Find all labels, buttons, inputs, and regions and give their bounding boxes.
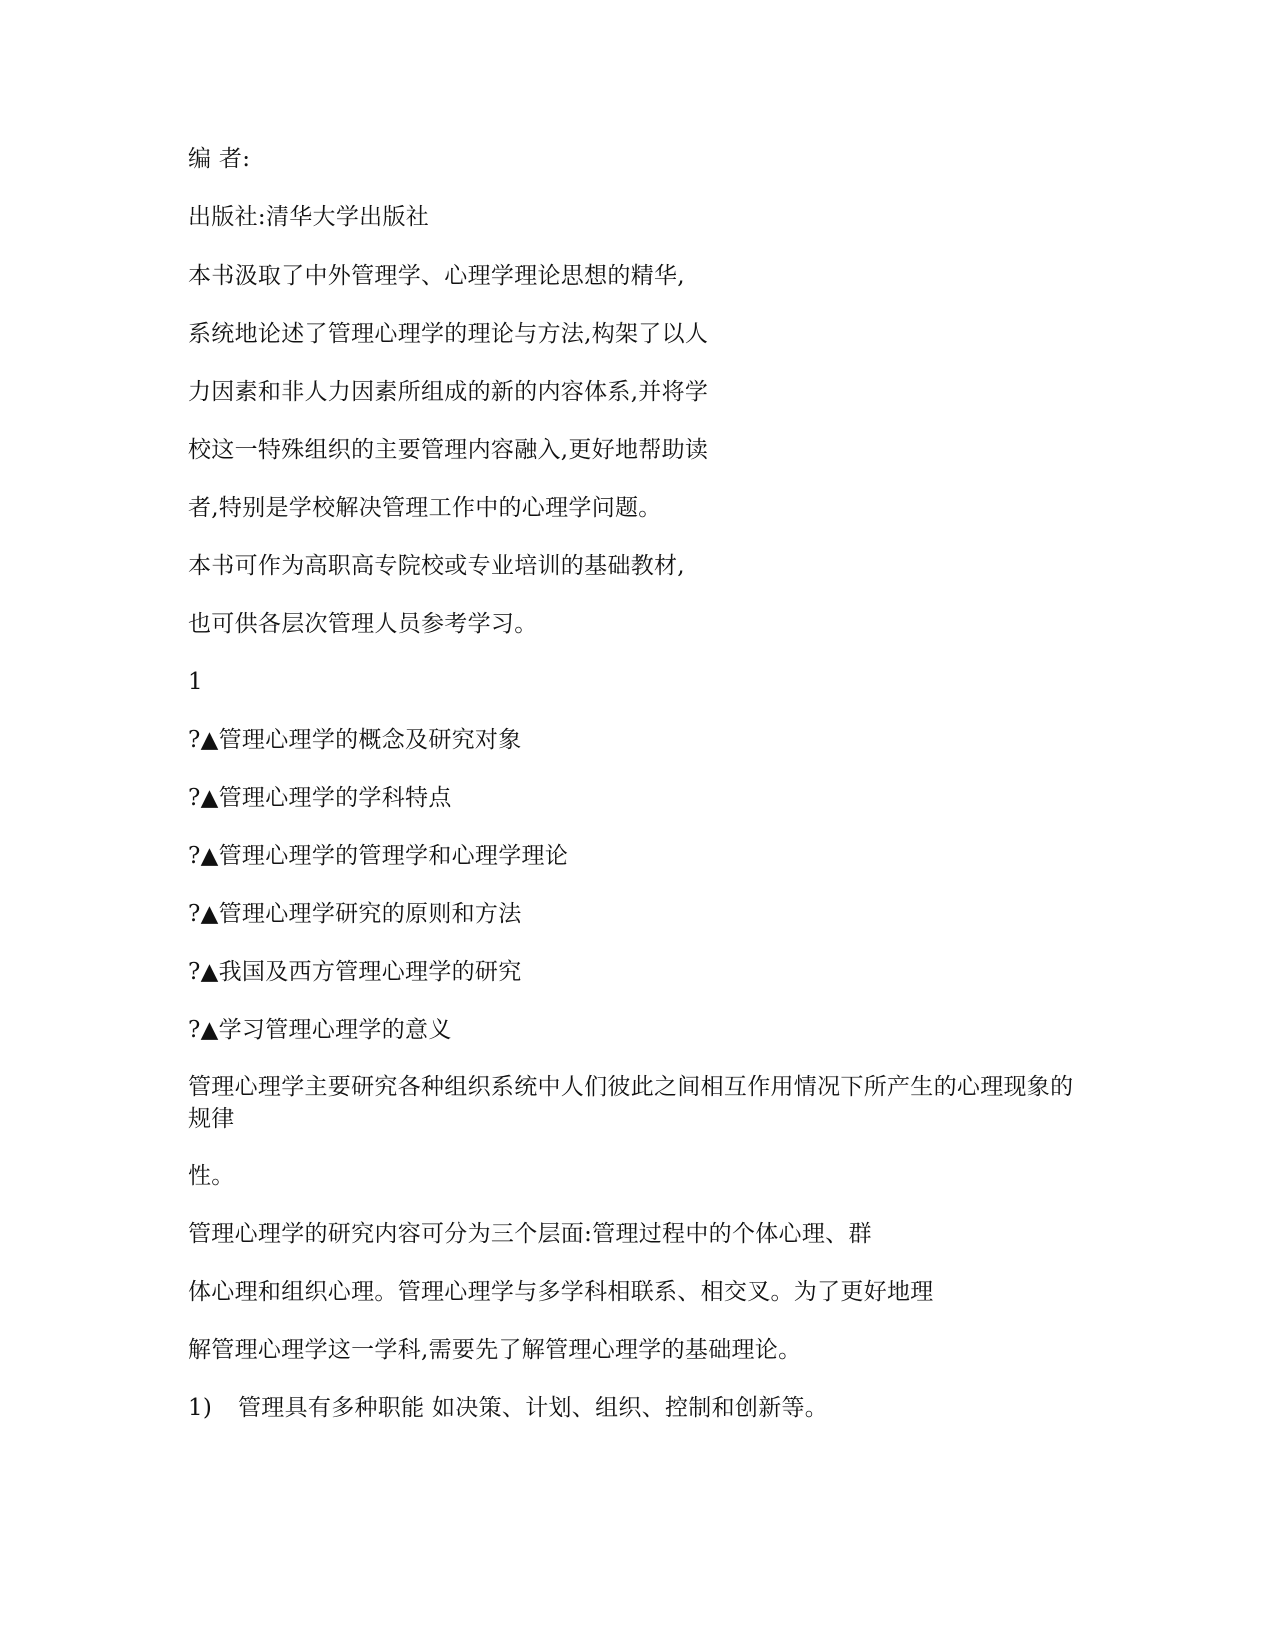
item-text: 管理具有多种职能 如决策、计划、组织、控制和创新等。: [238, 1395, 829, 1421]
bullet-text: 管理心理学研究的原则和方法: [218, 901, 522, 927]
bullet-text: 管理心理学的管理学和心理学理论: [218, 843, 569, 869]
intro-line: 本书汲取了中外管理学、心理学理论思想的精华,: [188, 263, 685, 289]
bullet-text: 管理心理学的概念及研究对象: [218, 727, 522, 753]
bullet-item: [188, 782, 452, 814]
intro-line: 校这一特殊组织的主要管理内容融入,更好地帮助读: [188, 437, 709, 463]
bullet-marker: ?▲: [188, 959, 219, 985]
chapter-number: 1: [188, 669, 203, 695]
bullet-item: [188, 956, 522, 988]
bullet-item: [188, 840, 568, 872]
item-number: 1): [188, 1395, 213, 1421]
intro-line: 也可供各层次管理人员参考学习。: [188, 611, 538, 637]
editor-label: 编 者:: [188, 146, 251, 172]
intro-line: 力因素和非人力因素所组成的新的内容体系,并将学: [188, 379, 709, 405]
body-line: 解管理心理学这一学科,需要先了解管理心理学的基础理论。: [188, 1337, 802, 1363]
numbered-item: [188, 1392, 828, 1424]
bullet-marker: ?▲: [188, 785, 219, 811]
intro-line: 本书可作为高职高专院校或专业培训的基础教材,: [188, 553, 685, 579]
body-line: 体心理和组织心理。管理心理学与多学科相联系、相交叉。为了更好地理: [188, 1279, 934, 1305]
intro-line: 者,特别是学校解决管理工作中的心理学问题。: [188, 495, 662, 521]
bullet-marker: ?▲: [188, 901, 219, 927]
body-paragraph-tail: 性。: [188, 1163, 235, 1189]
bullet-marker: ?▲: [188, 1017, 219, 1043]
body-paragraph: 管理心理学主要研究各种组织系统中人们彼此之间相互作用情况下所产生的心理现象的规律: [188, 1074, 1074, 1132]
bullet-text: 管理心理学的学科特点: [218, 785, 452, 811]
bullet-marker: ?▲: [188, 727, 219, 753]
bullet-text: 学习管理心理学的意义: [218, 1017, 452, 1043]
body-line: 管理心理学的研究内容可分为三个层面:管理过程中的个体心理、群: [188, 1221, 872, 1247]
bullet-text: 我国及西方管理心理学的研究: [218, 959, 522, 985]
bullet-marker: ?▲: [188, 843, 219, 869]
bullet-item: [188, 1014, 452, 1046]
bullet-item: [188, 724, 522, 756]
publisher-line: 出版社:清华大学出版社: [188, 204, 430, 230]
intro-line: 系统地论述了管理心理学的理论与方法,构架了以人: [188, 321, 709, 347]
bullet-item: [188, 898, 522, 930]
